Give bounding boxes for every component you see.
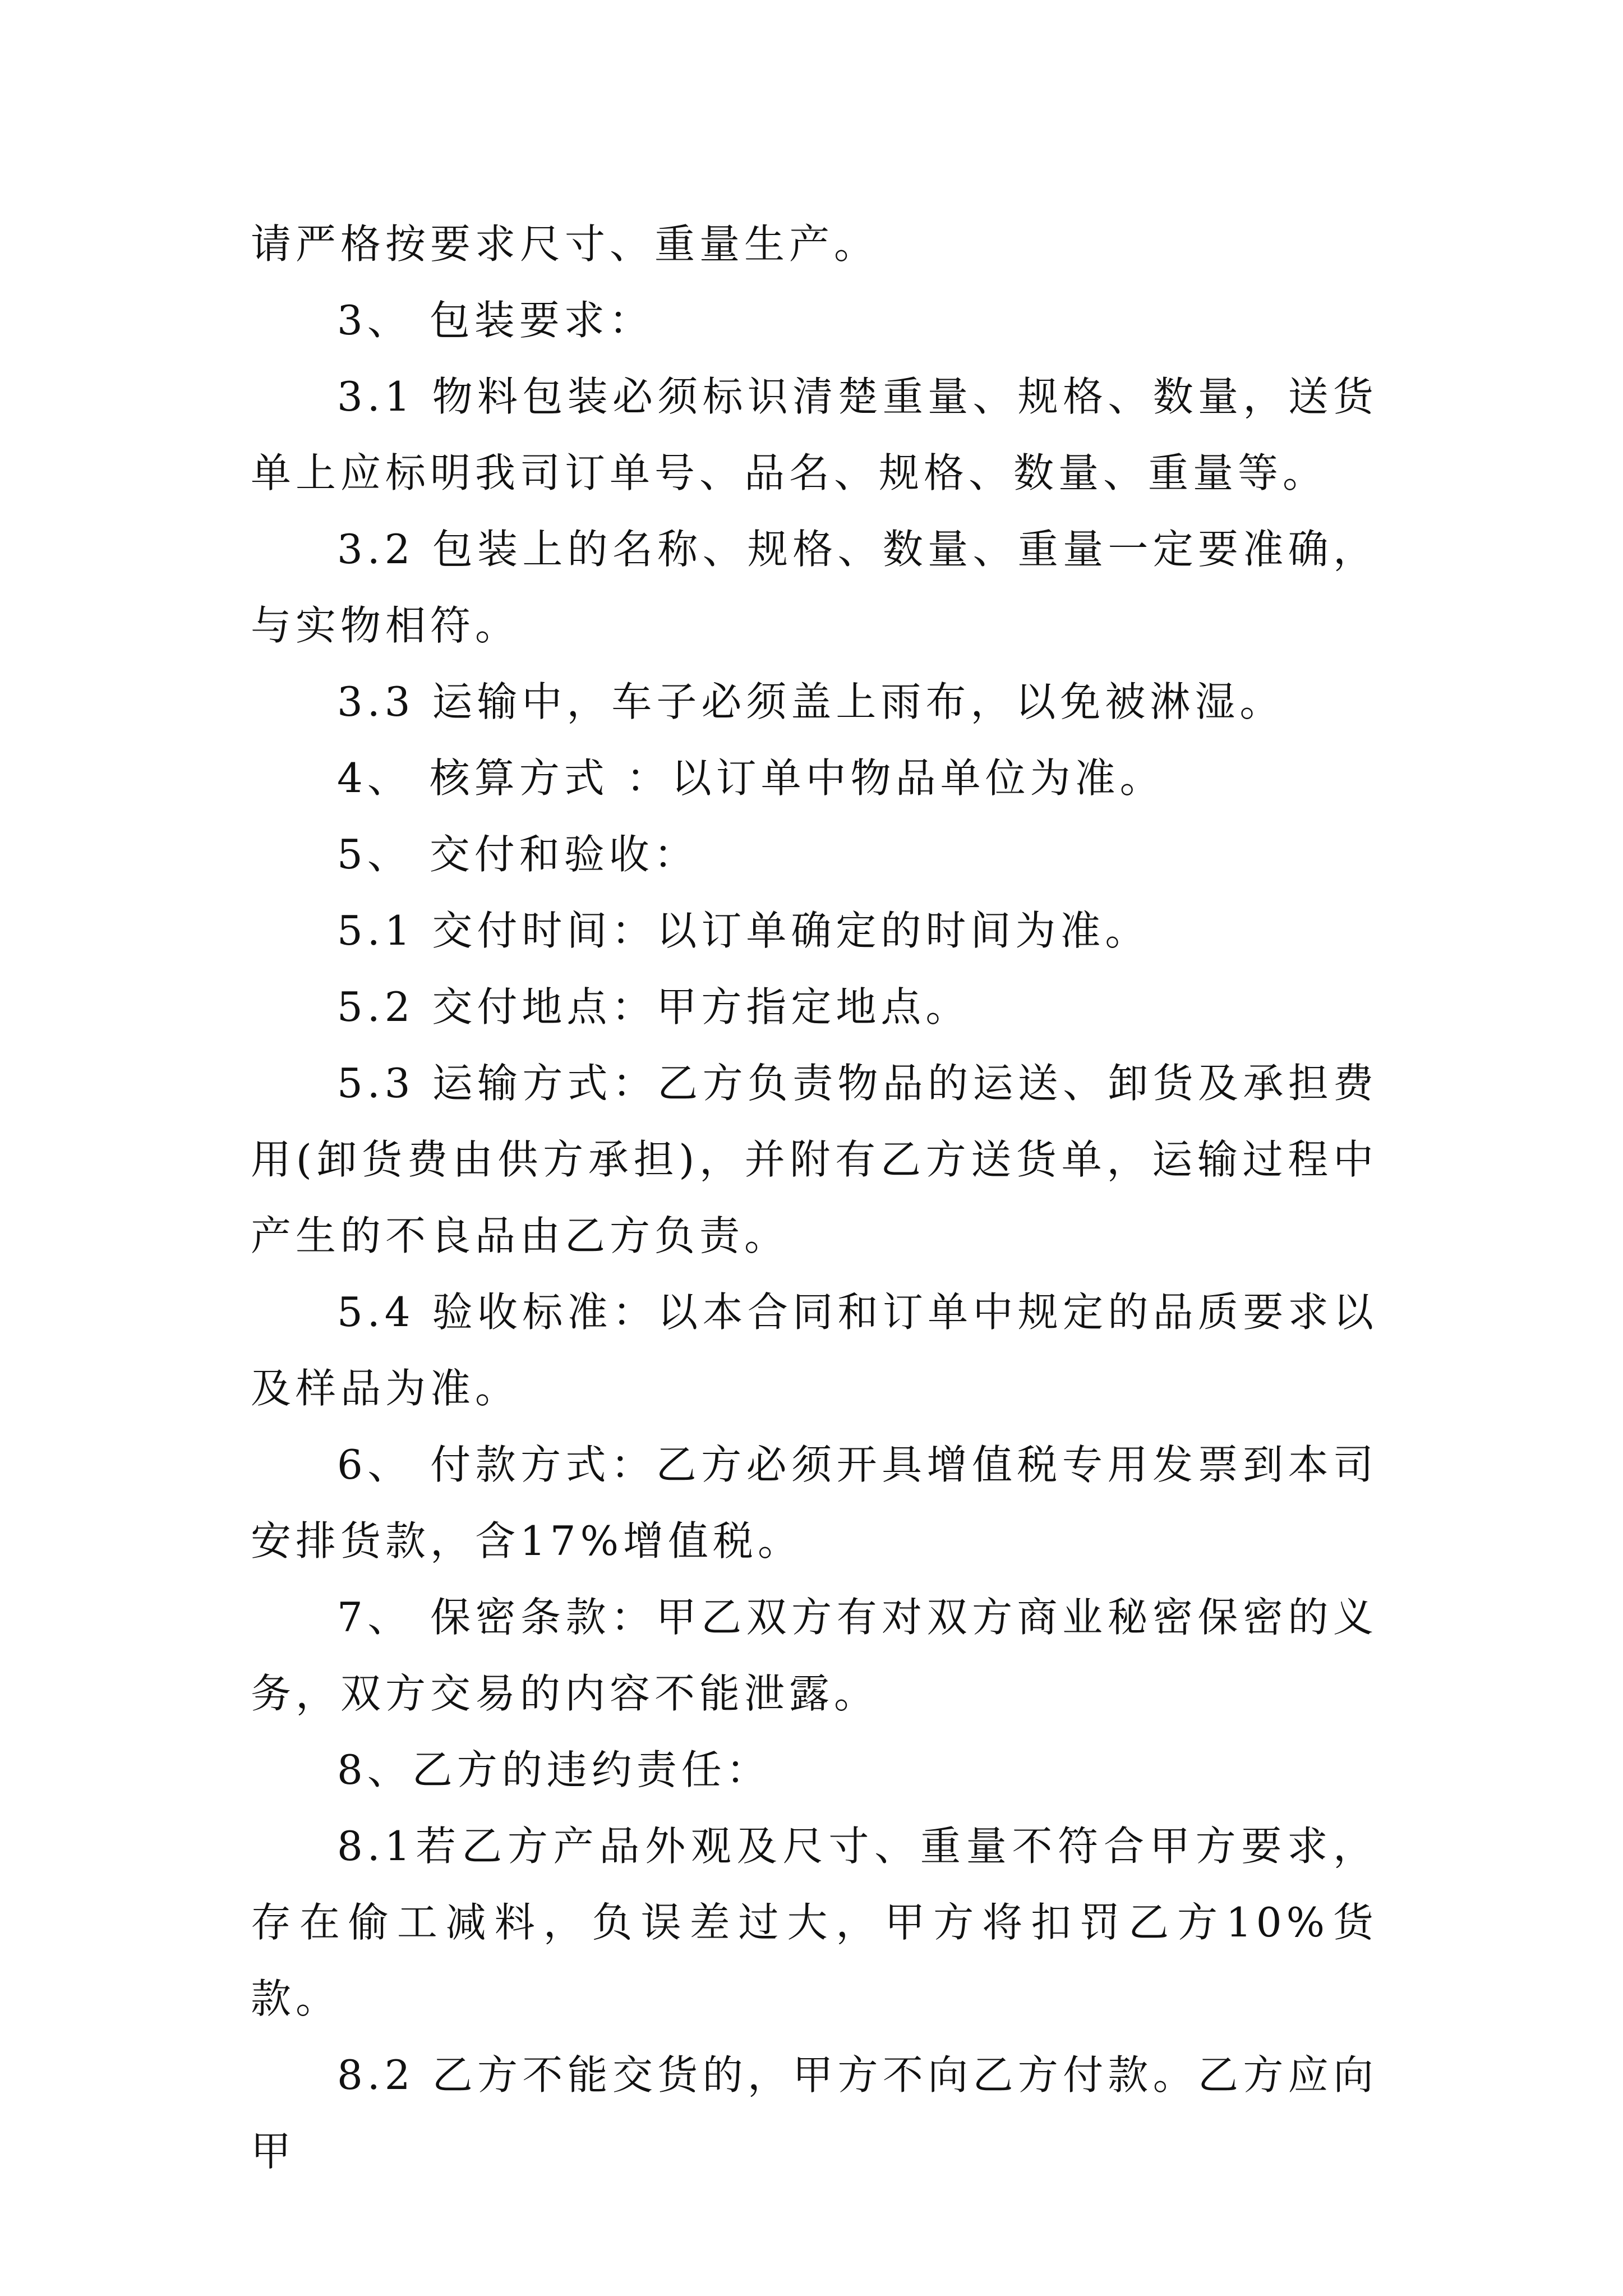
clause-5-2-delivery-location: 5.2 交付地点：甲方指定地点。 [337, 983, 971, 1030]
heading-packaging-requirements: 3、 包装要求： [337, 297, 654, 344]
clause-4-accounting-method: 4、 核算方式 ：以订单中物品单位为准。 [337, 754, 1165, 802]
clause-5-3-transport-method: 5.3 运输方式：乙方负责物品的运送、卸货及承担费用(卸货费由供方承担)，并附有乙方送货单，运输过程中产生的不良品由乙方负责。 [251, 1060, 1378, 1259]
clause-7-confidentiality: 7、 保密条款：甲乙双方有对双方商业秘密保密的义务，双方交易的内容不能泄露。 [251, 1594, 1378, 1717]
clause-3-1-packaging-labeling: 3.1 物料包装必须标识清楚重量、规格、数量，送货单上应标明我司订单号、品名、规格、数量、重量等。 [251, 373, 1378, 496]
heading-delivery-acceptance: 5、 交付和验收： [337, 831, 699, 878]
clause-5-4-acceptance-standard: 5.4 验收标准：以本合同和订单中规定的品质要求以及样品为准。 [251, 1289, 1378, 1412]
document-body [251, 206, 1378, 2189]
heading-breach-liability: 8、乙方的违约责任： [337, 1746, 771, 1793]
clause-3-2-packaging-accuracy: 3.2 包装上的名称、规格、数量、重量一定要准确，与实物相符。 [251, 526, 1378, 649]
clause-8-1-quality-penalty: 8.1若乙方产品外观及尺寸、重量不符合甲方要求，存在偷工减料，负误差过大，甲方将扣罚乙方10%货款。 [251, 1823, 1378, 2022]
paragraph-production-requirement: 请严格按要求尺寸、重量生产。 [251, 220, 879, 268]
clause-3-3-transport-cover: 3.3 运输中，车子必须盖上雨布，以免被淋湿。 [337, 678, 1285, 725]
clause-6-payment-method: 6、 付款方式：乙方必须开具增值税专用发票到本司安排货款，含17%增值税。 [251, 1441, 1378, 1565]
clause-5-1-delivery-time: 5.1 交付时间：以订单确定的时间为准。 [337, 907, 1150, 954]
clause-8-2-non-delivery: 8.2 乙方不能交货的，甲方不向乙方付款。乙方应向甲 [251, 2051, 1378, 2175]
